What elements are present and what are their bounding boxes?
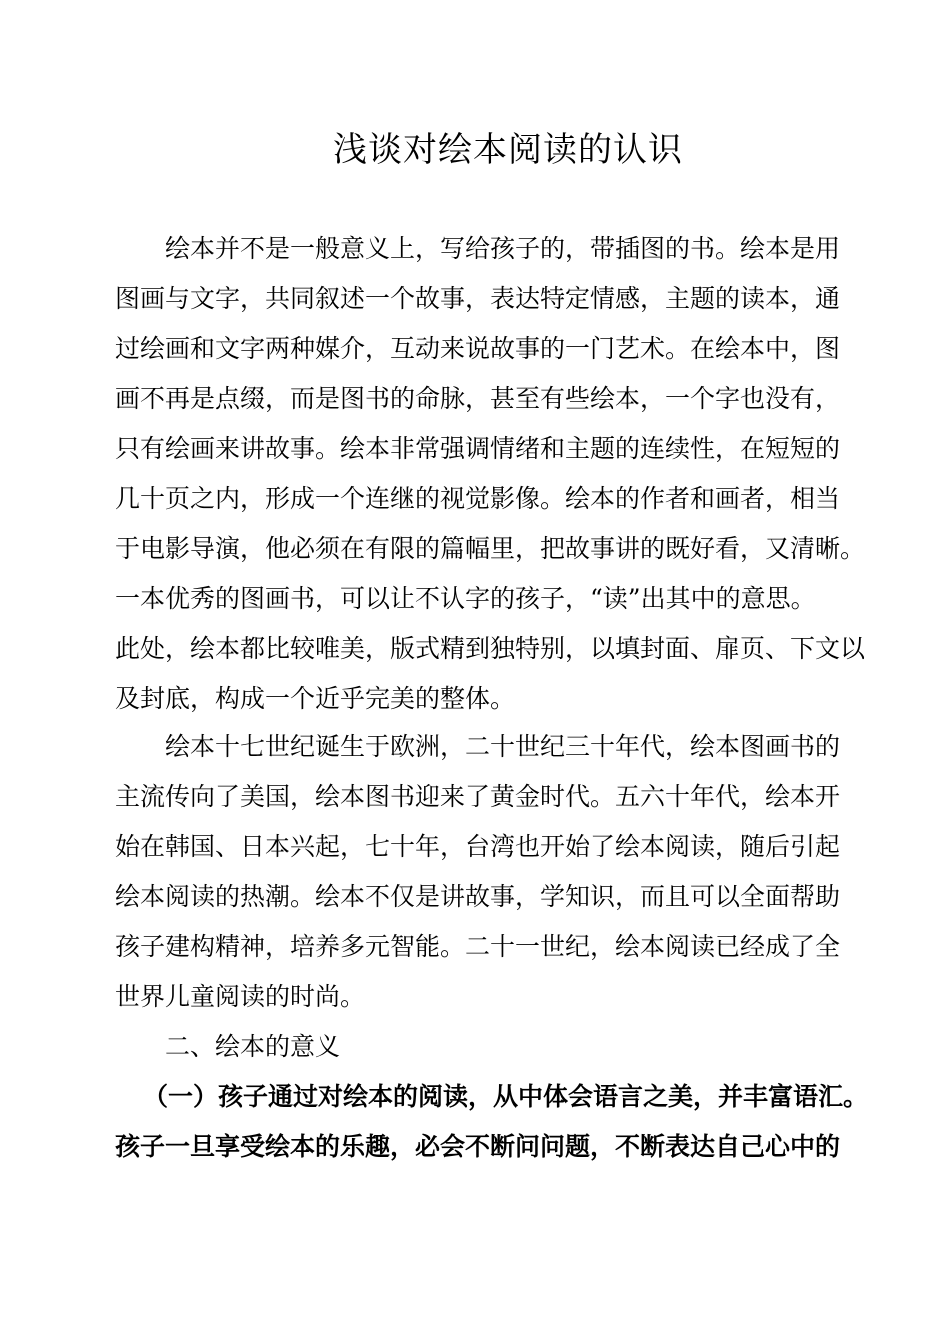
paragraph-line: 绘本并不是一般意义上，写给孩子的，带插图的书。绘本是用 <box>165 234 841 263</box>
paragraph-line: 世界儿童阅读的时尚。 <box>115 982 366 1011</box>
subsection-heading: （一）孩子通过对绘本的阅读，从中体会语言之美，并丰富语汇。 <box>143 1082 869 1111</box>
document-title: 浅谈对绘本阅读的认识 <box>333 130 683 170</box>
paragraph-line: 图画与文字，共同叙述一个故事，表达特定情感，主题的读本，通 <box>115 284 841 313</box>
paragraph-line: 只有绘画来讲故事。绘本非常强调情绪和主题的连续性，在短短的 <box>115 434 841 463</box>
paragraph-line: 几十页之内，形成一个连继的视觉影像。绘本的作者和画者，相当 <box>115 484 841 513</box>
paragraph-line: 一本优秀的图画书，可以让不认字的孩子，“读”出其中的意思。 <box>115 584 816 613</box>
paragraph-line: 始在韩国、日本兴起，七十年，台湾也开始了绘本阅读，随后引起 <box>115 832 841 861</box>
paragraph-line: 此处，绘本都比较唯美，版式精到独特别，以填封面、扉页、下文以 <box>115 634 866 663</box>
section-heading: 二、绘本的意义 <box>165 1032 341 1061</box>
paragraph-line: 绘本十七世纪诞生于欧洲，二十世纪三十年代，绘本图画书的 <box>165 732 841 761</box>
paragraph-line: 主流传向了美国，绘本图书迎来了黄金时代。五六十年代，绘本开 <box>115 782 841 811</box>
paragraph-line: 绘本阅读的热潮。绘本不仅是讲故事，学知识，而且可以全面帮助 <box>115 882 841 911</box>
paragraph-line: 孩子一旦享受绘本的乐趣，必会不断问问题，不断表达自己心中的 <box>115 1132 841 1161</box>
paragraph-line: 画不再是点缀，而是图书的命脉，甚至有些绘本，一个字也没有， <box>115 384 841 413</box>
paragraph-line: 及封底，构成一个近乎完美的整体。 <box>115 684 516 713</box>
paragraph-line: 孩子建构精神，培养多元智能。二十一世纪，绘本阅读已经成了全 <box>115 932 841 961</box>
paragraph-line: 过绘画和文字两种媒介，互动来说故事的一门艺术。在绘本中，图 <box>115 334 841 363</box>
paragraph-line: 于电影导演，他必须在有限的篇幅里，把故事讲的既好看，又清晰。 <box>115 534 866 563</box>
